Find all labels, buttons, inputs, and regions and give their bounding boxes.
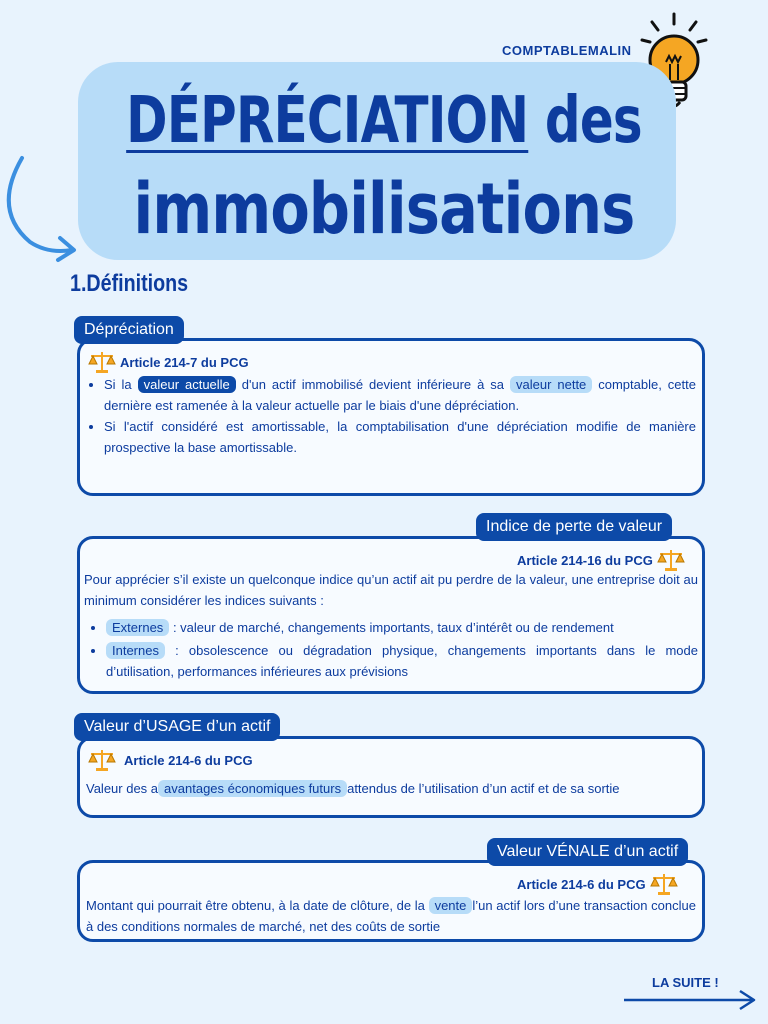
text-fragment: d'un actif immobilisé devient inférieure à sa bbox=[241, 377, 505, 392]
text-fragment: Montant qui pourrait être obtenu, à la date de clôture, de la bbox=[86, 898, 425, 913]
title-word-depreciation: DÉPRÉCIATION bbox=[126, 84, 529, 158]
article-text: Article 214-6 du PCG bbox=[124, 752, 253, 768]
article-text: Article 214-7 du PCG bbox=[120, 354, 249, 370]
article-text: Article 214-16 du PCG bbox=[517, 552, 653, 568]
card-body bbox=[84, 569, 698, 682]
page-title-line-2: immobilisations bbox=[133, 168, 635, 250]
article-ref bbox=[88, 748, 253, 772]
card-body bbox=[86, 778, 702, 799]
text-fragment: : obsolescence ou dégradation physique, changements importants dans le mode d’utilisation, performances inférieures aux prévisions bbox=[106, 643, 698, 679]
text-fragment: Si la bbox=[104, 377, 132, 392]
highlight-valeur-nette: valeur nette bbox=[510, 376, 592, 393]
card-body bbox=[86, 374, 696, 458]
text-fragment: Valeur des a bbox=[86, 781, 159, 796]
article-ref bbox=[88, 350, 249, 374]
text-fragment: : valeur de marché, changements importants, taux d’intérêt ou de rendement bbox=[172, 620, 614, 635]
text-fragment: attendus de l’utilisation d’un actif et de sa sortie bbox=[347, 781, 620, 796]
list-item: • Si l'actif considéré est amortissable, la comptabilisation d'une dépréciation modifie de manière prospective la base amortissable. bbox=[104, 416, 696, 458]
title-word-des: des bbox=[544, 84, 642, 158]
brand-label: COMPTABLEMALIN bbox=[502, 43, 632, 58]
arrow-right-icon[interactable] bbox=[622, 988, 762, 1012]
page-title-line-1 bbox=[84, 84, 683, 158]
balance-scale-icon bbox=[650, 872, 678, 896]
intro-text: Pour apprécier s’il existe un quelconque indice qu’un actif ait pu perdre de la valeur, une entreprise doit au minimum considérer les indices suivants : bbox=[84, 572, 698, 608]
tag-venale: Valeur VÉNALE d’un actif bbox=[487, 838, 688, 866]
highlight-internes: Internes bbox=[106, 642, 165, 659]
next-page-link[interactable]: LA SUITE ! bbox=[652, 975, 719, 990]
article-text: Article 214-6 du PCG bbox=[517, 876, 646, 892]
text-fragment: l’un actif lors d’une transaction conclue à des conditions normales de marché, net des coûts de sortie bbox=[86, 898, 696, 934]
list-item bbox=[104, 374, 696, 416]
balance-scale-icon bbox=[88, 350, 116, 374]
card-body bbox=[86, 895, 696, 937]
section-heading: 1.Définitions bbox=[70, 270, 189, 297]
list-item bbox=[106, 640, 698, 682]
text-fragment: comptable, cette dernière est ramenée à la valeur actuelle par le biais d'une dépréciation. bbox=[104, 377, 696, 413]
list-item bbox=[106, 617, 698, 638]
tag-depreciation: Dépréciation bbox=[74, 316, 184, 344]
highlight-externes: Externes bbox=[106, 619, 169, 636]
highlight-vente: vente bbox=[429, 897, 473, 914]
article-ref bbox=[517, 872, 678, 896]
tag-usage: Valeur d’USAGE d’un actif bbox=[74, 713, 280, 741]
highlight-valeur-actuelle: valeur actuelle bbox=[138, 376, 236, 393]
tag-indice: Indice de perte de valeur bbox=[476, 513, 672, 541]
highlight-avantages: avantages économiques futurs bbox=[158, 780, 347, 797]
balance-scale-icon bbox=[88, 748, 116, 772]
